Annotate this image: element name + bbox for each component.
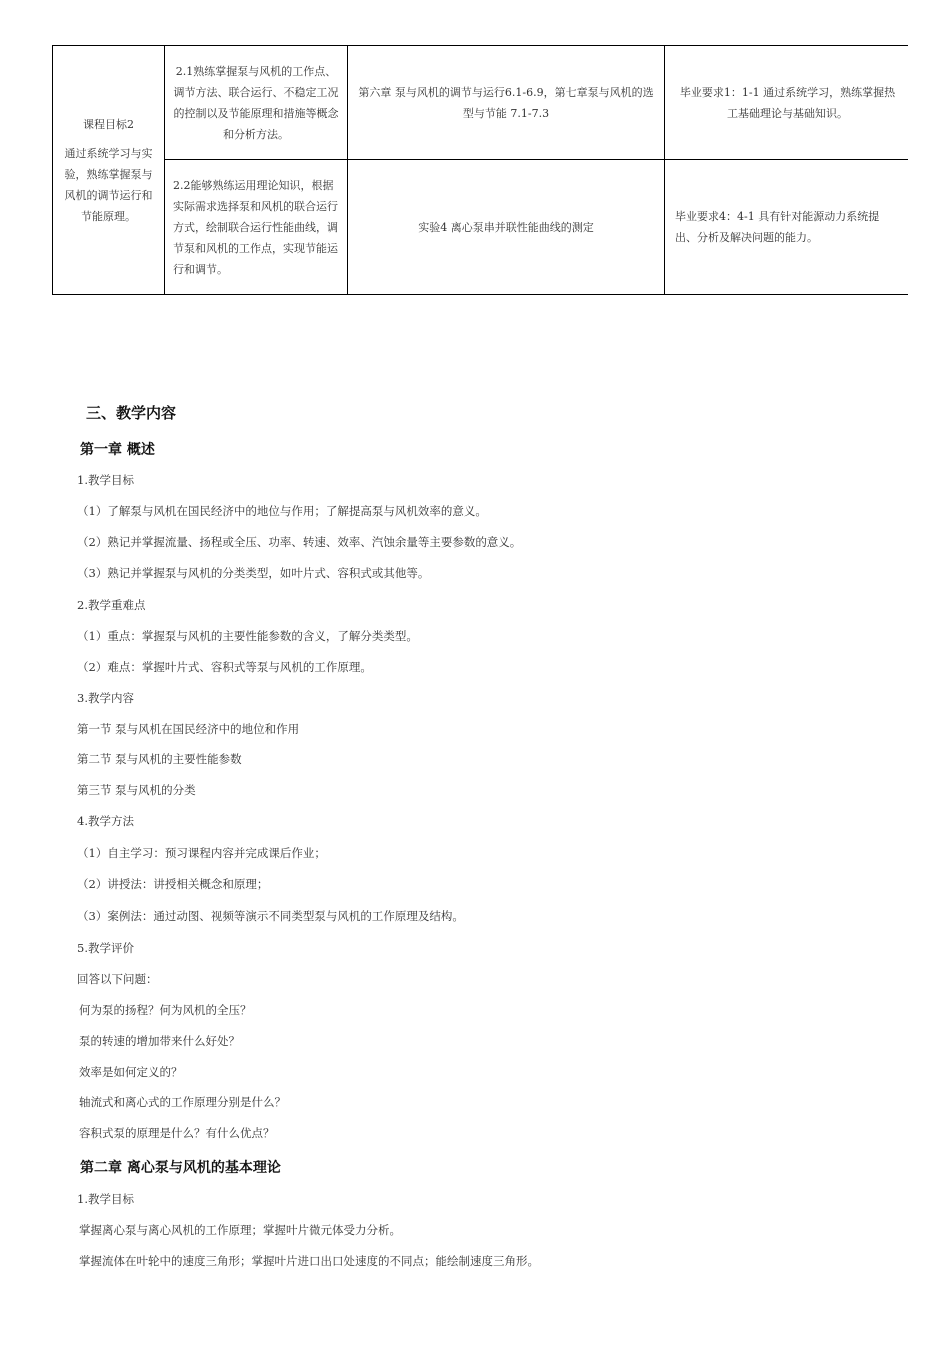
text-line: （1）自主学习：预习课程内容并完成课后作业；: [77, 846, 326, 860]
text-line: 3.教学内容: [77, 691, 134, 705]
chapter-title: 第一章 概述: [80, 442, 155, 458]
content-cell: 第六章 泵与风机的调节与运行6.1-6.9，第七章泵与风机的选型与节能 7.1-7.3: [348, 46, 665, 160]
chapter-title: 第二章 离心泵与风机的基本理论: [80, 1160, 281, 1176]
section-title: 三、教学内容: [86, 404, 177, 422]
text-line: 泵的转速的增加带来什么好处？: [79, 1034, 240, 1048]
text-line: 何为泵的扬程？何为风机的全压？: [79, 1003, 252, 1017]
table-row: [53, 160, 909, 295]
text-line: （2）难点：掌握叶片式、容积式等泵与风机的工作原理。: [77, 660, 372, 674]
sub-goal-cell: 2.1熟练掌握泵与风机的工作点、调节方法、联合运行、不稳定工况的控制以及节能原理和措施等概念和分析方法。: [165, 46, 348, 160]
text-line: （3）熟记并掌握泵与风机的分类类型，如叶片式、容积式或其他等。: [77, 566, 430, 580]
requirement-cell: 毕业要求4：4-1 具有针对能源动力系统提出、分析及解决问题的能力。: [665, 160, 909, 295]
text-line: 第二节 泵与风机的主要性能参数: [77, 752, 242, 766]
text-line: 4.教学方法: [77, 814, 134, 828]
course-objectives-table: [52, 45, 908, 295]
text-line: 5.教学评价: [77, 941, 134, 955]
course-goal-title: 课程目标2: [83, 117, 134, 131]
text-line: （1）了解泵与风机在国民经济中的地位与作用；了解提高泵与风机效率的意义。: [77, 504, 487, 518]
table-row: [53, 46, 909, 160]
course-goal-description: 通过系统学习与实验，熟练掌握泵与风机的调节运行和节能原理。: [64, 146, 153, 223]
text-line: 回答以下问题：: [77, 972, 158, 986]
text-line: 轴流式和离心式的工作原理分别是什么？: [79, 1095, 286, 1109]
text-line: 效率是如何定义的？: [79, 1065, 183, 1079]
requirement-cell: [665, 46, 909, 160]
text-line: 1.教学目标: [77, 1192, 134, 1206]
text-line: （1）重点：掌握泵与风机的主要性能参数的含义，了解分类类型。: [77, 629, 418, 643]
requirement-text: 毕业要求1：1-1 通过系统学习，熟练掌握热工基础理论与基础知识。: [679, 85, 896, 120]
text-line: 第三节 泵与风机的分类: [77, 783, 196, 797]
sub-goal-cell: 2.2能够熟练运用理论知识，根据实际需求选择泵和风机的联合运行方式，绘制联合运行性能曲线，调节泵和风机的工作点，实现节能运行和调节。: [165, 160, 348, 295]
text-line: （3）案例法：通过动图、视频等演示不同类型泵与风机的工作原理及结构。: [77, 909, 464, 923]
text-line: 2.教学重难点: [77, 598, 146, 612]
text-line: （2）熟记并掌握流量、扬程或全压、功率、转速、效率、汽蚀余量等主要参数的意义。: [77, 535, 522, 549]
text-line: 1.教学目标: [77, 473, 134, 487]
text-line: （2）讲授法：讲授相关概念和原理；: [77, 877, 269, 891]
text-line: 容积式泵的原理是什么？有什么优点？: [79, 1126, 275, 1140]
text-line: 掌握离心泵与离心风机的工作原理；掌握叶片微元体受力分析。: [79, 1223, 401, 1237]
course-goal-cell: [53, 46, 165, 295]
content-cell: 实验4 离心泵串并联性能曲线的测定: [348, 160, 665, 295]
text-line: 掌握流体在叶轮中的速度三角形；掌握叶片进口出口处速度的不同点；能绘制速度三角形。: [79, 1254, 539, 1268]
text-line: 第一节 泵与风机在国民经济中的地位和作用: [77, 722, 300, 736]
